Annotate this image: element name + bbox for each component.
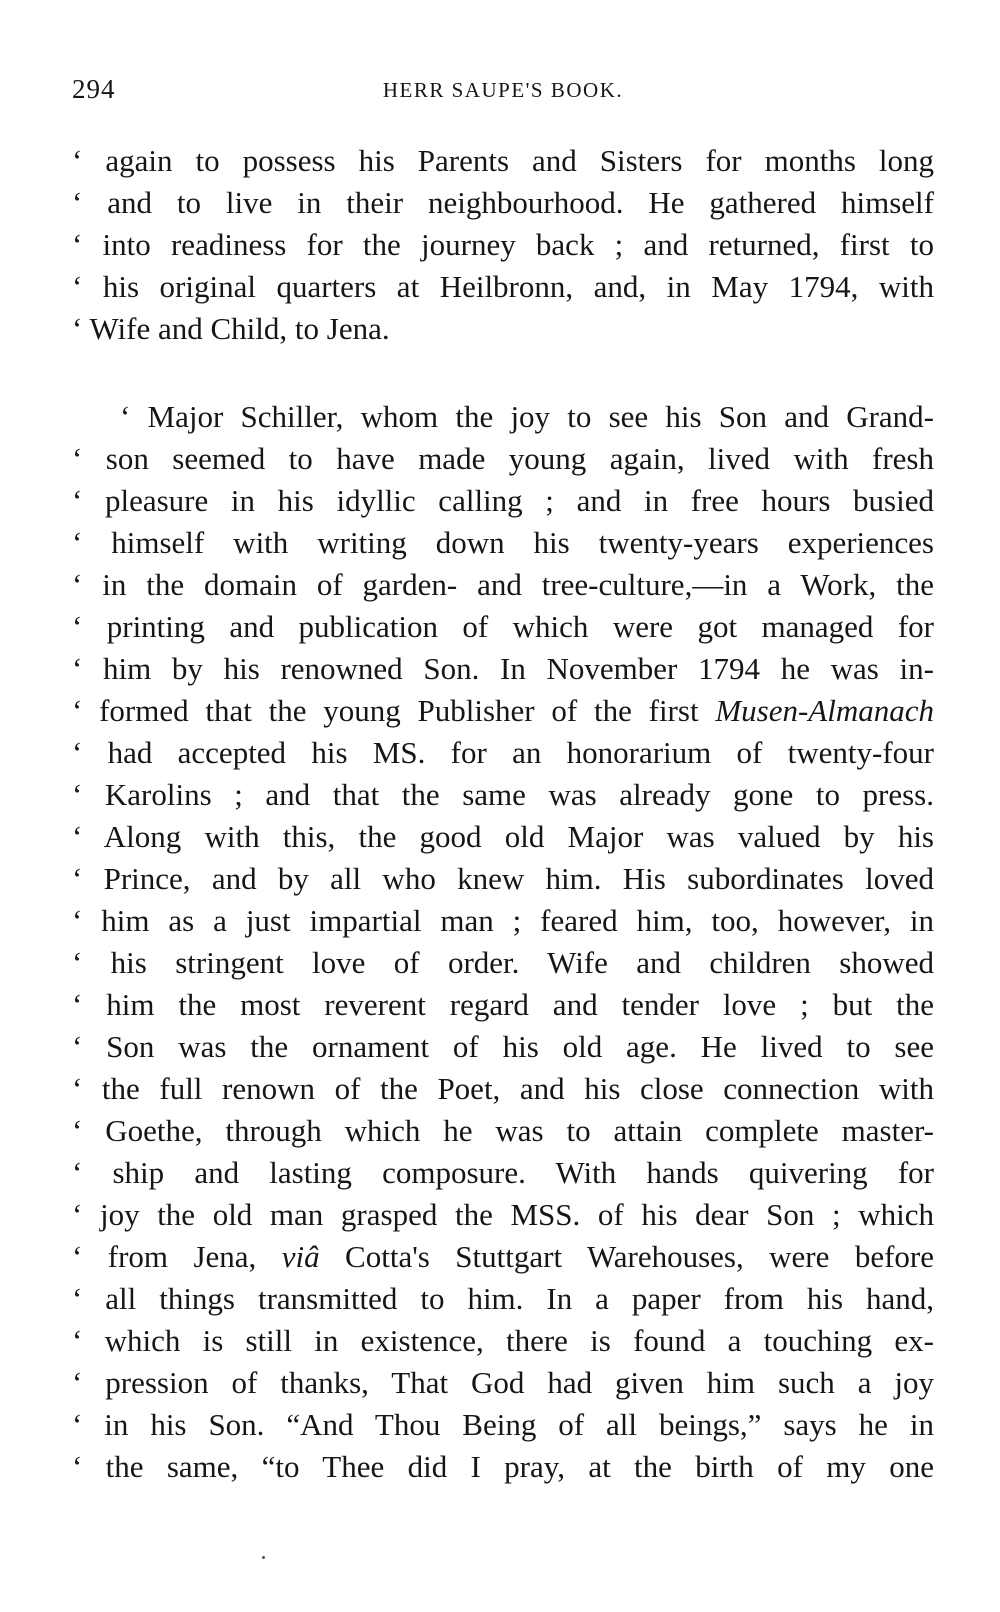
text-line: ‘ Major Schiller, whom the joy to see his Son and Grand- xyxy=(120,399,934,434)
text-line-part: Cotta's Stuttgart Warehouses, were before xyxy=(319,1239,934,1274)
text-line: ‘ the same, “to Thee did I pray, at the birth of my one xyxy=(72,1449,934,1484)
text-line: ‘ pleasure in his idyllic calling ; and in free hours busied xyxy=(72,483,934,518)
text-line: ‘ into readiness for the journey back ; and returned, first to xyxy=(72,227,934,262)
italic-word: viâ xyxy=(281,1239,320,1274)
text-line: ‘ had accepted his MS. for an honorarium of twenty-four xyxy=(72,735,934,770)
text-line: ‘ in his Son. “And Thou Being of all beings,” says he in xyxy=(72,1407,934,1442)
text-line: ‘ Wife and Child, to Jena. xyxy=(72,311,390,346)
text-line: ‘ Along with this, the good old Major was valued by his xyxy=(72,819,934,854)
text-line: ‘ Prince, and by all who knew him. His subordinates loved xyxy=(72,861,934,896)
text-line-part: ‘ formed that the young Publisher of the first xyxy=(72,693,716,728)
text-line: ‘ again to possess his Parents and Sisters for months long xyxy=(72,143,934,178)
text-line: ‘ which is still in existence, there is found a touching ex- xyxy=(72,1323,934,1358)
text-line: ‘ Karolins ; and that the same was already gone to press. xyxy=(72,777,934,812)
text-line: ‘ pression of thanks, That God had given him such a joy xyxy=(72,1365,934,1400)
text-line: ‘ all things transmitted to him. In a paper from his hand, xyxy=(72,1281,934,1316)
running-title: HERR SAUPE'S BOOK. xyxy=(382,78,624,102)
text-line: ‘ in the domain of garden- and tree-culture,—in a Work, the xyxy=(72,567,934,602)
text-line xyxy=(72,1237,934,1277)
text-line: ‘ the full renown of the Poet, and his close connection with xyxy=(72,1071,934,1106)
text-line: ‘ himself with writing down his twenty-years experiences xyxy=(72,525,934,560)
text-line: ‘ Son was the ornament of his old age. He lived to see xyxy=(72,1029,934,1064)
ink-speck xyxy=(262,1556,265,1559)
text-line: ‘ printing and publication of which were got managed for xyxy=(72,609,934,644)
text-line: ‘ his original quarters at Heilbronn, and, in May 1794, with xyxy=(72,269,934,304)
text-line: ‘ joy the old man grasped the MSS. of his dear Son ; which xyxy=(72,1197,934,1232)
text-line: ‘ him by his renowned Son. In November 1794 he was in- xyxy=(72,651,934,686)
text-line: ‘ ship and lasting composure. With hands quivering for xyxy=(72,1155,934,1190)
page-number: 294 xyxy=(72,74,116,104)
text-line: ‘ him as a just impartial man ; feared him, too, however, in xyxy=(72,903,934,938)
text-line xyxy=(72,691,934,731)
text-line: ‘ Goethe, through which he was to attain complete master- xyxy=(72,1113,934,1148)
text-line-part: ‘ from Jena, xyxy=(72,1239,282,1274)
page-header xyxy=(72,74,934,114)
italic-title: Musen-Almanach xyxy=(715,693,934,728)
text-line: ‘ his stringent love of order. Wife and children showed xyxy=(72,945,934,980)
text-line: ‘ and to live in their neighbourhood. He gathered himself xyxy=(72,185,934,220)
text-line: ‘ son seemed to have made young again, lived with fresh xyxy=(72,441,934,476)
text-line: ‘ him the most reverent regard and tender love ; but the xyxy=(72,987,934,1022)
